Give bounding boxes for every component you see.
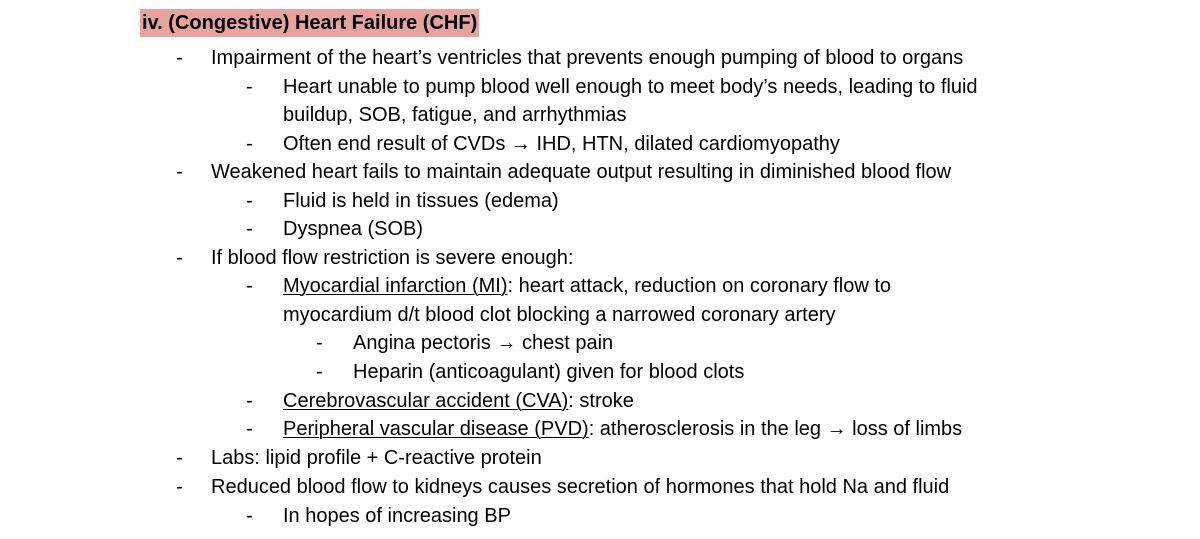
bullet-dash: - xyxy=(246,418,253,440)
list-item-text: In hopes of increasing BP xyxy=(283,505,511,527)
bullet-dash: - xyxy=(176,247,183,269)
bullet-dash: - xyxy=(316,332,323,354)
list-item-text: buildup, SOB, fatigue, and arrhythmias xyxy=(283,104,627,126)
list-item-text: Weakened heart fails to maintain adequate output resulting in diminished blood flow xyxy=(211,161,952,183)
bullet-dash: - xyxy=(246,133,253,155)
list-item-text: Often end result of CVDs → IHD, HTN, dilated cardiomyopathy xyxy=(283,133,840,155)
list-item xyxy=(0,444,1200,473)
list-item-text xyxy=(283,387,634,416)
list-item-continuation xyxy=(0,301,1200,330)
list-item xyxy=(0,415,1200,444)
list-item xyxy=(0,73,1200,102)
list-item-text: Angina pectoris → chest pain xyxy=(353,332,614,354)
term-underlined: Myocardial infarction (MI) xyxy=(283,275,508,297)
bullet-dash: - xyxy=(176,447,183,469)
term-definition: : heart attack, reduction on coronary flow to xyxy=(507,275,892,297)
term-underlined: Cerebrovascular accident (CVA) xyxy=(283,390,569,412)
bullet-dash: - xyxy=(246,390,253,412)
list-item-text xyxy=(283,272,891,301)
term-definition: : atherosclerosis in the leg → loss of limbs xyxy=(588,418,963,440)
list-item-text: Heart unable to pump blood well enough to meet body’s needs, leading to fluid xyxy=(283,76,978,98)
list-item xyxy=(0,158,1200,187)
list-item xyxy=(0,272,1200,301)
list-item xyxy=(0,502,1200,531)
bullet-dash: - xyxy=(246,218,253,240)
term-definition: : stroke xyxy=(568,390,634,412)
list-item-text: Labs: lipid profile + C-reactive protein xyxy=(211,447,542,469)
bullet-dash: - xyxy=(316,361,323,383)
list-item-text: Heparin (anticoagulant) given for blood clots xyxy=(353,361,745,383)
list-item xyxy=(0,44,1200,73)
list-item xyxy=(0,130,1200,159)
list-item-text: Impairment of the heart’s ventricles that prevents enough pumping of blood to organs xyxy=(211,47,964,69)
list-item xyxy=(0,387,1200,416)
bullet-dash: - xyxy=(246,76,253,98)
bullet-dash: - xyxy=(176,47,183,69)
list-item xyxy=(0,244,1200,273)
section-heading: iv. (Congestive) Heart Failure (CHF) xyxy=(140,9,479,37)
list-item-continuation xyxy=(0,101,1200,130)
list-item-text: Fluid is held in tissues (edema) xyxy=(283,190,559,212)
list-item-text: Reduced blood flow to kidneys causes secretion of hormones that hold Na and fluid xyxy=(211,476,950,498)
list-item xyxy=(0,358,1200,387)
list-item-text: If blood flow restriction is severe enough: xyxy=(211,247,574,269)
list-item xyxy=(0,215,1200,244)
bullet-dash: - xyxy=(176,161,183,183)
list-item-text xyxy=(283,415,962,444)
bullet-dash: - xyxy=(246,275,253,297)
term-underlined: Peripheral vascular disease (PVD) xyxy=(283,418,589,440)
list-item-text: Dyspnea (SOB) xyxy=(283,218,424,240)
list-item-text: myocardium d/t blood clot blocking a narrowed coronary artery xyxy=(283,304,836,326)
bullet-dash: - xyxy=(246,505,253,527)
list-item xyxy=(0,473,1200,502)
bullet-dash: - xyxy=(176,476,183,498)
bullet-dash: - xyxy=(246,190,253,212)
list-item xyxy=(0,187,1200,216)
list-item xyxy=(0,329,1200,358)
